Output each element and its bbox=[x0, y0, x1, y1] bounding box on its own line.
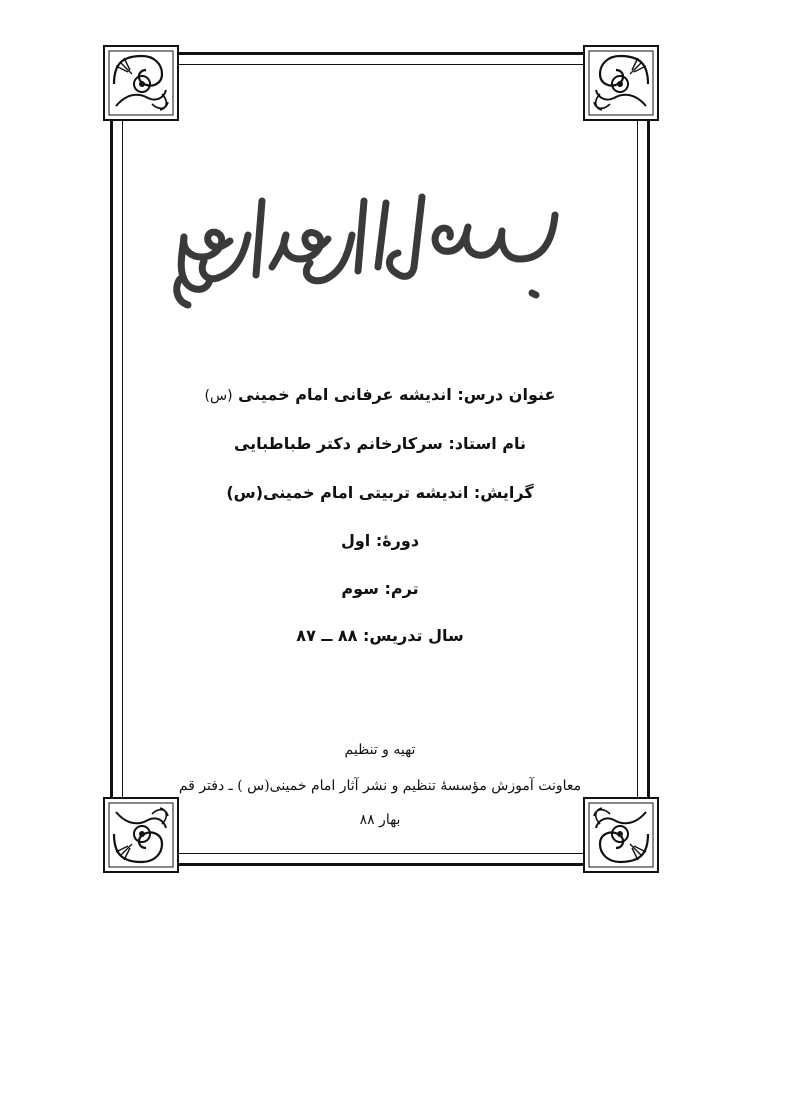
ornament-corner-icon bbox=[102, 796, 180, 874]
ornament-corner-icon bbox=[582, 44, 660, 122]
basmala-calligraphy-icon bbox=[160, 175, 560, 325]
course-title bbox=[130, 384, 630, 407]
organization-name: معاونت آموزش مؤسسۀ تنظیم و نشر آثار امام خمینی(س ) ـ دفتر قم bbox=[178, 778, 582, 794]
course-title-text: عنوان درس: اندیشه عرفانی امام خمینی bbox=[232, 385, 556, 404]
ornament-corner-icon bbox=[582, 796, 660, 874]
publication-date: بهار ۸۸ bbox=[359, 812, 401, 828]
prepared-by-label: تهیه و تنظیم bbox=[344, 742, 416, 758]
course-period: دورۀ: اول bbox=[340, 531, 420, 550]
teaching-year: سال تدریس: ۸۸ ــ ۸۷ bbox=[296, 626, 464, 645]
ornament-corner-icon bbox=[102, 44, 180, 122]
field-of-study: گرایش: اندیشه تربیتی امام خمینی(س) bbox=[226, 483, 534, 502]
course-title-suffix: (س) bbox=[204, 388, 233, 404]
instructor-name: نام استاد: سرکارخانم دکتر طباطبایی bbox=[233, 434, 527, 453]
course-term: ترم: سوم bbox=[341, 579, 419, 598]
